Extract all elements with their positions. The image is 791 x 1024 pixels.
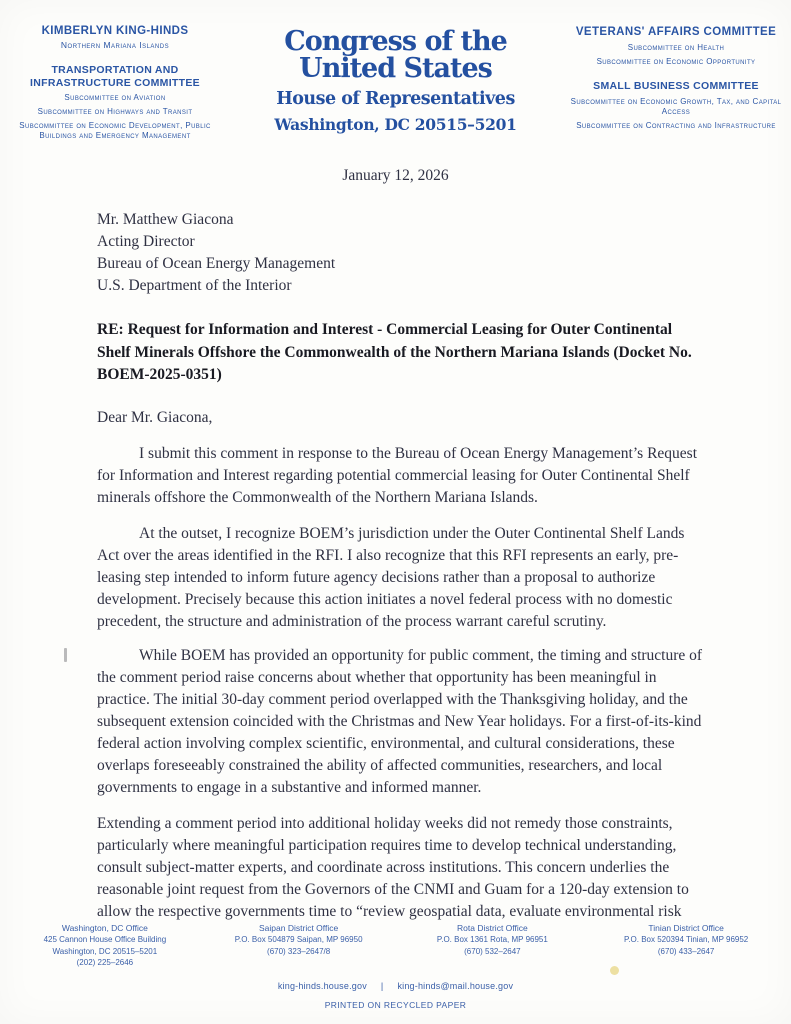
office-saipan-address: P.O. Box 504879 Saipan, MP 96950 — [234, 935, 363, 945]
office-saipan-name: Saipan District Office — [259, 922, 339, 933]
letterhead — [0, 0, 791, 141]
subcommittee-economic-growth: Subcommittee on Economic Growth, Tax, and Capital Access — [570, 96, 782, 116]
office-tinian-name: Tinian District Office — [648, 922, 724, 933]
letterhead-left-column — [0, 24, 230, 141]
subcommittee-highways: Subcommittee on Highways and Transit — [37, 107, 193, 117]
letterhead-right-column — [561, 24, 791, 141]
office-washington-phone: (202) 225–2646 — [76, 958, 134, 968]
office-washington-address2: Washington, DC 20515–5201 — [52, 946, 158, 956]
paragraph-4: Extending a comment period into additional holiday weeks did not remedy those constraints, particularly where meaningful participation requires time to develop technical understanding, consult subject-matter experts, and coordinate across institutions. This concern underlies the reasonable joint request from the Governors of the CNMI and Guam for a 120-day extension to allow the respective governments time to “review geospatial data, evaluate environmental risk — [97, 814, 689, 920]
subject-line: RE: Request for Information and Interest - Commercial Leasing for Outer Continental Shelf Minerals Offshore the Commonwealth of the Northern Mariana Islands (Docket No. BOEM-2025-0351) — [97, 321, 692, 384]
website-link[interactable]: king-hinds.house.gov — [277, 981, 367, 991]
subcommittee-contracting: Subcommittee on Contracting and Infrastructure — [576, 120, 776, 130]
masthead — [234, 24, 557, 141]
paragraph-2: At the outset, I recognize BOEM’s jurisdiction under the Outer Continental Shelf Lands Act over the areas identified in the RFI. I also recognize that this RFI represents an early, pre-leasing step intended to inform future agency decisions rather than a proposal to authorize development. Precisely because this action initiates a novel federal process with no domestic precedent, the structure and administration of the process warrant careful scrutiny. — [97, 524, 685, 630]
contact-separator: | — [380, 981, 384, 991]
office-rota-phone: (670) 532–2647 — [464, 946, 521, 956]
member-district: Northern Mariana Islands — [60, 40, 170, 51]
letter-footer — [0, 922, 791, 1010]
scan-artifact-mark — [64, 648, 67, 662]
office-washington-address1: 425 Cannon House Office Building — [43, 935, 167, 945]
office-washington — [8, 922, 202, 969]
paragraph-1: I submit this comment in response to the Bureau of Ocean Energy Management’s Request for Information and Interest regarding potential commercial leasing for Outer Continental Shelf minerals offshore the Commonwealth of the Northern Mariana Islands. — [97, 444, 698, 506]
recipient-block — [97, 209, 703, 297]
recipient-title: Acting Director — [97, 233, 195, 251]
salutation: Dear Mr. Giacona, — [97, 408, 213, 426]
recycled-paper-note: PRINTED ON RECYCLED PAPER — [324, 1000, 467, 1010]
office-tinian — [589, 922, 783, 969]
office-row — [0, 922, 791, 969]
office-rota-address: P.O. Box 1361 Rota, MP 96951 — [436, 935, 548, 945]
subcommittee-health: Subcommittee on Health — [627, 43, 725, 53]
masthead-house: House of Representatives — [276, 89, 515, 109]
office-rota-name: Rota District Office — [457, 922, 528, 933]
committee-name-transportation: TRANSPORTATION AND INFRASTRUCTURE COMMITTEE — [30, 64, 200, 89]
contact-row — [0, 981, 791, 991]
office-washington-name: Washington, DC Office — [61, 922, 148, 933]
subcommittee-economic-development: Subcommittee on Economic Development, Public Buildings and Emergency Management — [19, 121, 211, 141]
recipient-department: U.S. Department of the Interior — [97, 277, 292, 295]
scan-artifact-dot — [610, 966, 619, 975]
paragraph-3: While BOEM has provided an opportunity for public comment, the timing and structure of the comment period raise concerns about whether that opportunity has been meaningful in practice. The initial 30-day comment period overlapped with the Thanksgiving holiday, and the subsequent extension coincided with the Christmas and New Year holidays. For a first-of-its-kind federal action involving complex scientific, environmental, and cultural considerations, these overlaps foreseeably constrained the ability of affected communities, researchers, and local governments to engage in a substantive and informed manner. — [97, 646, 703, 796]
date-line: January 12, 2026 — [342, 167, 449, 185]
committee-name-small-business: SMALL BUSINESS COMMITTEE — [593, 80, 759, 93]
office-tinian-address: P.O. Box 520394 Tinian, MP 96952 — [624, 935, 749, 945]
subcommittee-aviation: Subcommittee on Aviation — [64, 93, 166, 103]
committee-name-veterans: VETERANS' AFFAIRS COMMITTEE — [575, 26, 777, 38]
recipient-name: Mr. Matthew Giacona — [97, 211, 234, 229]
letter-body — [97, 209, 703, 922]
office-saipan — [202, 922, 396, 969]
office-rota — [396, 922, 590, 969]
masthead-congress: Congress of the United States — [284, 26, 507, 84]
member-name: KIMBERLYN KING-HINDS — [41, 25, 189, 37]
office-saipan-phone: (670) 323–2647/8 — [267, 946, 331, 956]
email-link[interactable]: king-hinds@mail.house.gov — [397, 981, 514, 991]
office-tinian-phone: (670) 433–2647 — [657, 946, 715, 956]
masthead-washington: Washington, DC 20515–5201 — [274, 115, 517, 134]
subcommittee-economic-opportunity: Subcommittee on Economic Opportunity — [596, 57, 756, 67]
recipient-agency: Bureau of Ocean Energy Management — [97, 255, 336, 273]
